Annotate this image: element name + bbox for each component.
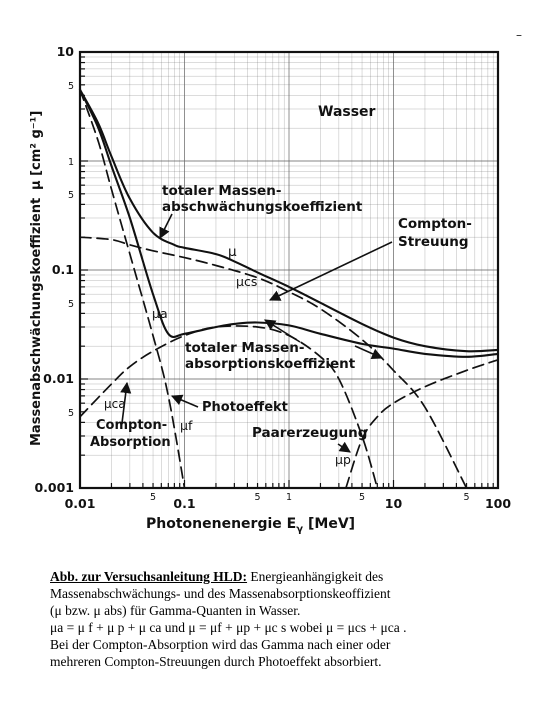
label-compton-streuung-1: Compton- — [398, 216, 472, 232]
x-tick-label: 0.01 — [64, 496, 96, 511]
caption-line-1-rest: Energieanhängigkeit des — [247, 569, 384, 584]
label-mu-f: μf — [180, 418, 193, 433]
x-tick-label: 0.1 — [173, 496, 196, 511]
x-axis-label-subscript: γ — [296, 524, 304, 535]
caption-line-6: mehreren Compton-Streuungen durch Photoeffekt absorbiert. — [50, 654, 382, 669]
x-tick-label: 10 — [384, 496, 403, 511]
caption-line-4: μa = μ f + μ p + μ ca und μ = μf + μp + μc s wobei μ = μcs + μca . — [50, 620, 407, 635]
x-tick-label: 5 — [359, 492, 366, 503]
x-tick-label: 100 — [484, 496, 512, 511]
label-total-absorption-1: totaler Massen- — [185, 340, 305, 356]
y-tick-label: 0.01 — [43, 371, 74, 386]
y-tick-label: 5 — [67, 189, 74, 201]
y-tick-label: 5 — [67, 407, 74, 419]
label-mu-ca: μca — [104, 397, 126, 411]
arrow-paarerzeugung — [338, 444, 350, 452]
corner-mark: – — [516, 28, 522, 42]
caption-line-5: Bei der Compton-Absorption wird das Gamma nach einer oder — [50, 637, 391, 652]
label-compton-streuung-2: Streuung — [398, 234, 469, 250]
annotation-arrows — [122, 214, 392, 452]
caption-line-1 — [50, 568, 510, 585]
x-axis-label-unit: [MeV] — [308, 516, 356, 532]
label-compton-absorption-1: Compton- — [96, 418, 168, 433]
label-compton-absorption-2: Absorption — [90, 435, 171, 450]
x-axis-label: Photonenenergie $E_\gamma$ [MeV] — [146, 516, 356, 535]
y-axis-label: Massenabschwächungskoeffizient — [29, 197, 44, 446]
x-tick-label: 5 — [463, 492, 470, 503]
y-tick-label: 5 — [67, 298, 74, 310]
label-mu-p: μp — [335, 452, 351, 467]
y-tick-label: 0.1 — [51, 262, 74, 277]
label-total-attenuation-2: abschwächungskoeffizient — [162, 199, 363, 215]
label-mu: μ — [228, 244, 237, 260]
caption-line-3: (μ bzw. μ abs) für Gamma-Quanten in Wasser. — [50, 603, 301, 618]
y-axis-unit: μ [cm² g⁻¹] — [29, 110, 44, 190]
x-tick-label: 5 — [254, 492, 261, 503]
y-tick-label: 5 — [67, 80, 74, 92]
label-photoeffekt: Photoeffekt — [202, 400, 288, 415]
arrow-compton-streuung — [270, 242, 392, 300]
figure-caption — [50, 568, 510, 670]
arrow-total-absorption — [265, 320, 300, 342]
y-tick-label: 0.001 — [34, 480, 74, 495]
x-tick-label: 1 — [285, 492, 293, 503]
chart-title: Wasser — [318, 104, 376, 120]
arrow-total-attenuation — [160, 214, 172, 238]
arrow-photoeffekt — [172, 396, 198, 407]
x-tick-label: 5 — [150, 492, 157, 503]
label-total-attenuation-1: totaler Massen- — [162, 183, 282, 199]
label-total-absorption-2: absorptionskoeffizient — [185, 356, 356, 372]
y-tick-label: 10 — [56, 44, 74, 59]
chart-labels — [90, 104, 472, 467]
label-paarerzeugung: Paarerzeugung — [252, 425, 368, 441]
caption-title: Abb. zur Versuchsanleitung HLD: — [50, 569, 248, 584]
caption-line-2: Massenabschwächungs- und des Massenabsorptionskeoffizient — [50, 586, 391, 601]
label-mu-a: μa — [152, 306, 168, 321]
label-mu-cs: μcs — [236, 274, 258, 289]
y-tick-label: 1 — [67, 157, 74, 168]
arrow-total-absorption-right — [355, 346, 382, 358]
